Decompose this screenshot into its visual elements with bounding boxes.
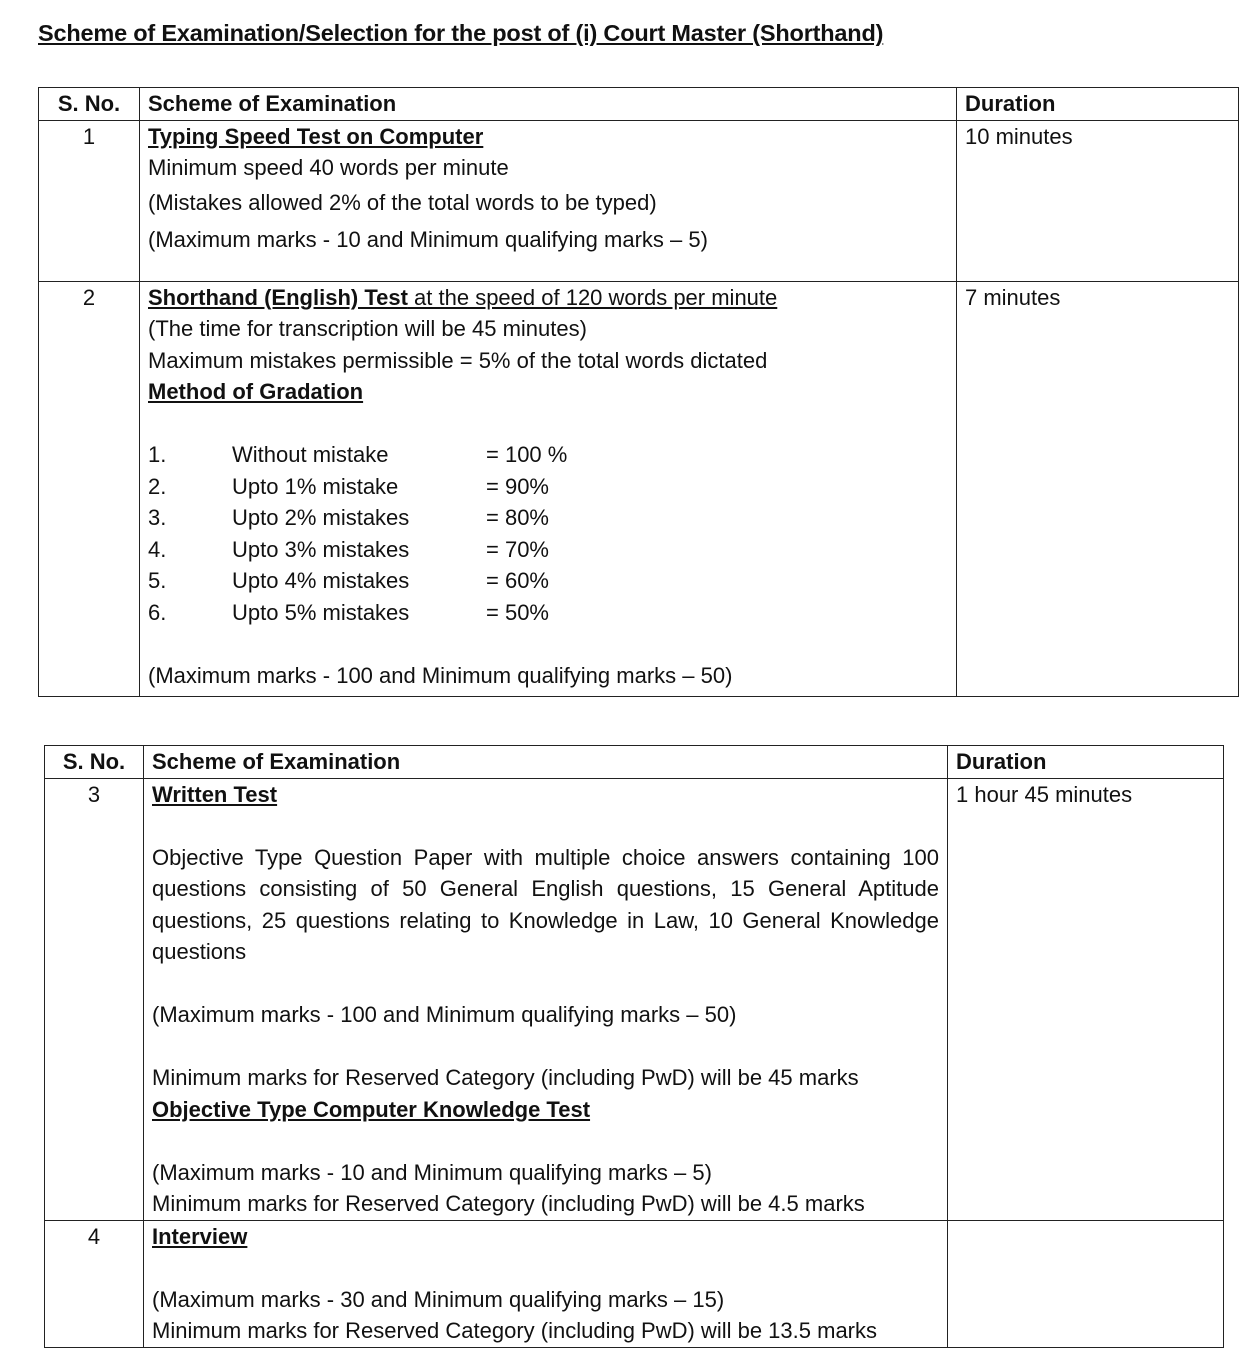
row-duration: 10 minutes bbox=[957, 120, 1239, 281]
gradation-number: 5. bbox=[148, 568, 167, 593]
row-line: (Maximum marks - 10 and Minimum qualifying marks – 5) bbox=[148, 227, 708, 252]
table-row bbox=[39, 120, 1239, 281]
row-duration: 1 hour 45 minutes bbox=[948, 778, 1224, 1220]
gradation-label: Upto 5% mistakes bbox=[232, 599, 410, 625]
gradation-number: 4. bbox=[148, 536, 167, 562]
header-scheme: Scheme of Examination bbox=[144, 746, 948, 779]
row-sno: 2 bbox=[39, 281, 140, 696]
table-row bbox=[45, 778, 1224, 1220]
header-sno: S. No. bbox=[39, 88, 140, 121]
table-header-row bbox=[39, 88, 1239, 121]
header-sno: S. No. bbox=[45, 746, 144, 779]
row-sno: 1 bbox=[39, 120, 140, 281]
row-heading-line bbox=[148, 282, 948, 314]
gradation-label: Upto 2% mistakes bbox=[232, 505, 410, 530]
row-line: Minimum speed 40 words per minute bbox=[148, 155, 509, 180]
table-row bbox=[45, 1220, 1224, 1347]
gradation-label: Upto 4% mistakes bbox=[232, 568, 410, 593]
row-sno: 3 bbox=[45, 778, 144, 1220]
gradation-number: 3. bbox=[148, 505, 167, 530]
gradation-value: = 50% bbox=[486, 599, 549, 625]
row-marks: (Maximum marks - 100 and Minimum qualifying marks – 50) bbox=[148, 662, 733, 688]
row-marks: (Maximum marks - 30 and Minimum qualifying marks – 15) bbox=[152, 1286, 725, 1312]
gradation-item bbox=[148, 597, 948, 629]
row-heading: Typing Speed Test on Computer bbox=[148, 123, 484, 149]
row-line: (Mistakes allowed 2% of the total words to be typed) bbox=[148, 190, 657, 215]
exam-scheme-table-2 bbox=[44, 745, 1224, 1348]
gradation-number: 1. bbox=[148, 442, 167, 467]
row-heading: Written Test bbox=[152, 781, 278, 807]
header-duration: Duration bbox=[957, 88, 1239, 121]
gradation-label: Without mistake bbox=[232, 442, 389, 467]
row-heading: Shorthand (English) Test bbox=[148, 284, 408, 310]
table-row bbox=[39, 281, 1239, 696]
page-title: Scheme of Examination/Selection for the post of (i) Court Master (Shorthand) bbox=[38, 20, 884, 46]
gradation-value: = 70% bbox=[486, 536, 549, 562]
gradation-number: 2. bbox=[148, 473, 167, 499]
row-scheme bbox=[144, 1220, 948, 1347]
gradation-item bbox=[148, 565, 948, 597]
row-line: Maximum mistakes permissible = 5% of the total words dictated bbox=[148, 347, 768, 373]
gradation-item bbox=[148, 439, 948, 471]
table-header-row bbox=[45, 746, 1224, 779]
gradation-value: = 90% bbox=[486, 473, 549, 499]
gradation-number: 6. bbox=[148, 599, 167, 625]
row-scheme bbox=[140, 120, 957, 281]
gradation-label: Upto 3% mistakes bbox=[232, 536, 410, 562]
gradation-item bbox=[148, 471, 948, 503]
row-reserved: Minimum marks for Reserved Category (including PwD) will be 45 marks bbox=[152, 1065, 859, 1090]
gradation-item bbox=[148, 534, 948, 566]
gradation-heading: Method of Gradation bbox=[148, 379, 364, 404]
row-sub-marks: (Maximum marks - 10 and Minimum qualifying marks – 5) bbox=[152, 1159, 712, 1185]
gradation-value: = 80% bbox=[486, 505, 549, 530]
row-scheme bbox=[140, 281, 957, 696]
row-marks: (Maximum marks - 100 and Minimum qualifying marks – 50) bbox=[152, 1002, 737, 1027]
row-reserved: Minimum marks for Reserved Category (including PwD) will be 13.5 marks bbox=[152, 1318, 878, 1343]
row-sub-reserved: Minimum marks for Reserved Category (including PwD) will be 4.5 marks bbox=[152, 1191, 865, 1216]
row-heading-rest: at the speed of 120 words per minute bbox=[407, 284, 778, 310]
row-description: Objective Type Question Paper with multiple choice answers containing 100 questions consisting of 50 General English questions, 15 General Aptitude questions, 25 questions relating to Knowledge in Law, 10 General Knowledge questions bbox=[152, 844, 939, 964]
row-heading: Interview bbox=[152, 1223, 248, 1249]
row-line: (The time for transcription will be 45 minutes) bbox=[148, 316, 587, 341]
row-scheme bbox=[144, 778, 948, 1220]
row-sub-heading: Objective Type Computer Knowledge Test bbox=[152, 1096, 591, 1122]
header-duration: Duration bbox=[948, 746, 1224, 779]
gradation-value: = 60% bbox=[486, 568, 549, 593]
exam-scheme-table-1 bbox=[38, 87, 1239, 697]
gradation-item bbox=[148, 502, 948, 534]
row-sno: 4 bbox=[45, 1220, 144, 1347]
gradation-label: Upto 1% mistake bbox=[232, 473, 399, 499]
gradation-value: = 100 % bbox=[486, 442, 568, 467]
header-scheme: Scheme of Examination bbox=[140, 88, 957, 121]
row-duration: 7 minutes bbox=[957, 281, 1239, 696]
row-duration bbox=[948, 1220, 1224, 1347]
